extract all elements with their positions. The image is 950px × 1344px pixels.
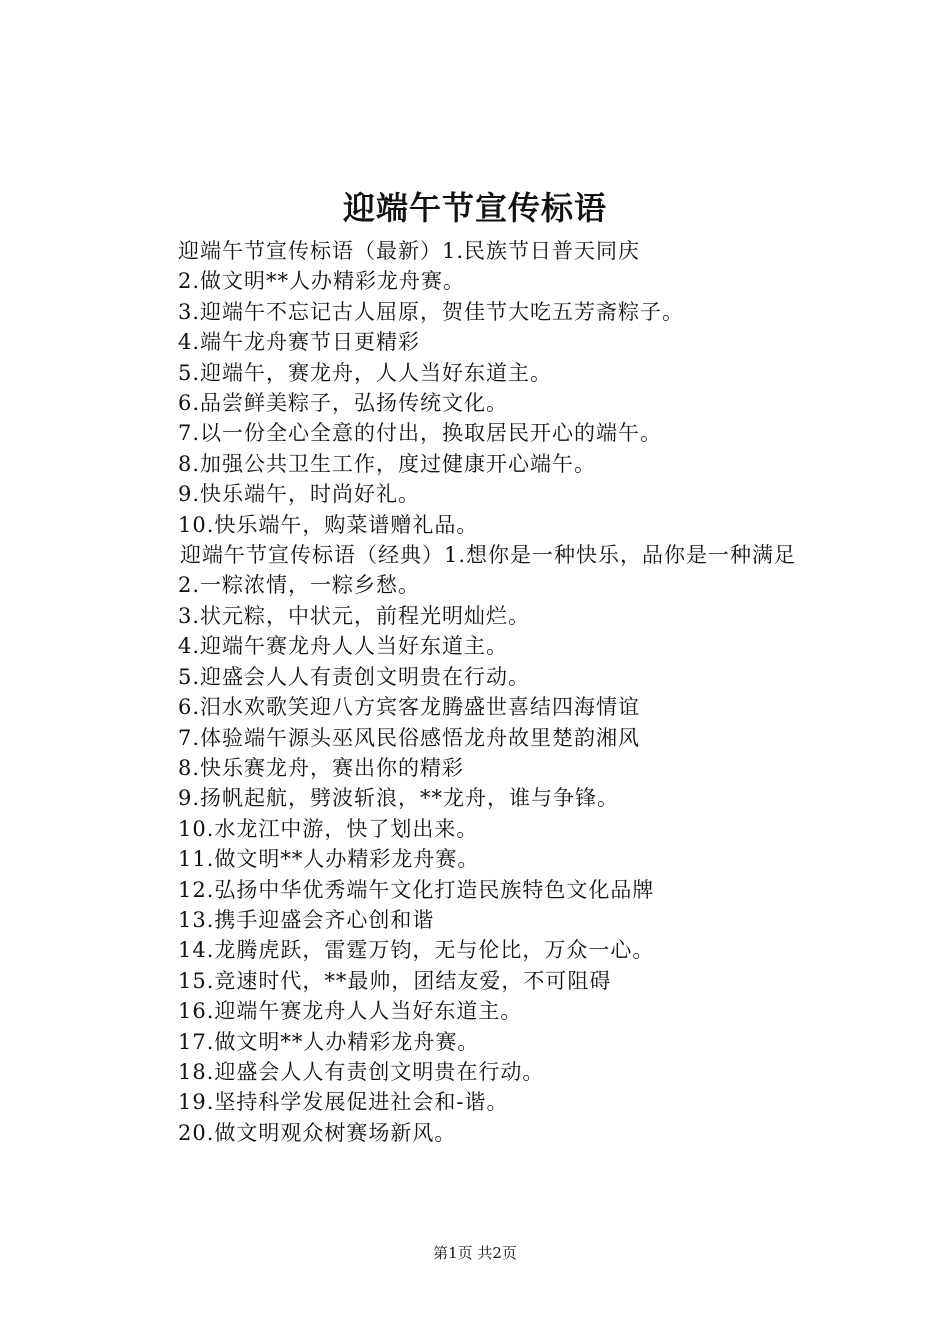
- slogan-line: 13.携手迎盛会齐心创和谐: [178, 907, 435, 932]
- slogan-line: 6.品尝鲜美粽子，弘扬传统文化。: [178, 391, 509, 416]
- slogan-line: 5.迎端午，赛龙舟，人人当好东道主。: [178, 360, 553, 385]
- slogan-line: 14.龙腾虎跃，雷霆万钧，无与伦比，万众一心。: [178, 938, 655, 963]
- slogan-line: 4.迎端午赛龙舟人人当好东道主。: [178, 634, 509, 659]
- slogan-line: 2.做文明**人办精彩龙舟赛。: [178, 269, 466, 294]
- slogan-line: 16.迎端午赛龙舟人人当好东道主。: [178, 999, 523, 1024]
- slogan-line: 19.坚持科学发展促进社会和-谐。: [178, 1090, 509, 1115]
- slogan-line: 7.体验端午源头巫风民俗感悟龙舟故里楚韵湘风: [178, 725, 641, 750]
- document-title: 迎端午节宣传标语: [342, 189, 607, 227]
- slogan-line: 8.快乐赛龙舟，赛出你的精彩: [178, 755, 465, 780]
- slogan-line: 8.加强公共卫生工作，度过健康开心端午。: [178, 451, 597, 476]
- slogan-line: 12.弘扬中华优秀端午文化打造民族特色文化品牌: [178, 877, 655, 902]
- slogan-line: 9.扬帆起航，劈波斩浪，**龙舟，谁与争锋。: [178, 786, 620, 811]
- section-intro: 迎端午节宣传标语（最新）1.民族节日普天同庆: [178, 239, 641, 263]
- slogan-line: 18.迎盛会人人有责创文明贵在行动。: [178, 1059, 545, 1084]
- slogan-line: 11.做文明**人办精彩龙舟赛。: [178, 847, 480, 872]
- slogan-line: 5.迎盛会人人有责创文明贵在行动。: [178, 664, 531, 689]
- slogan-line: 4.端午龙舟赛节日更精彩: [178, 330, 421, 355]
- slogan-line: 10.水龙江中游，快了划出来。: [178, 816, 479, 841]
- slogan-line: 17.做文明**人办精彩龙舟赛。: [178, 1029, 480, 1054]
- page-footer: 第1页 共2页: [433, 1244, 517, 1262]
- slogan-line: 7.以一份全心全意的付出，换取居民开心的端午。: [178, 421, 663, 446]
- document-body: [130, 236, 830, 1148]
- section-intro: 迎端午节宣传标语（经典）1.想你是一种快乐，品你是一种满足: [180, 543, 797, 568]
- slogan-line: 2.一粽浓情，一粽乡愁。: [178, 573, 421, 598]
- slogan-line: 6.汨水欢歌笑迎八方宾客龙腾盛世喜结四海情谊: [178, 695, 641, 720]
- slogan-line: 9.快乐端午，时尚好礼。: [178, 482, 421, 507]
- slogan-line: 20.做文明观众树赛场新风。: [178, 1120, 457, 1145]
- slogan-line: 3.迎端午不忘记古人屈原，贺佳节大吃五芳斋粽子。: [178, 299, 685, 324]
- slogan-line: 15.竞速时代，**最帅，团结友爱，不可阻碍: [178, 968, 612, 993]
- slogan-line: 10.快乐端午，购菜谱赠礼品。: [178, 512, 479, 537]
- slogan-line: 3.状元粽，中状元，前程光明灿烂。: [178, 603, 531, 628]
